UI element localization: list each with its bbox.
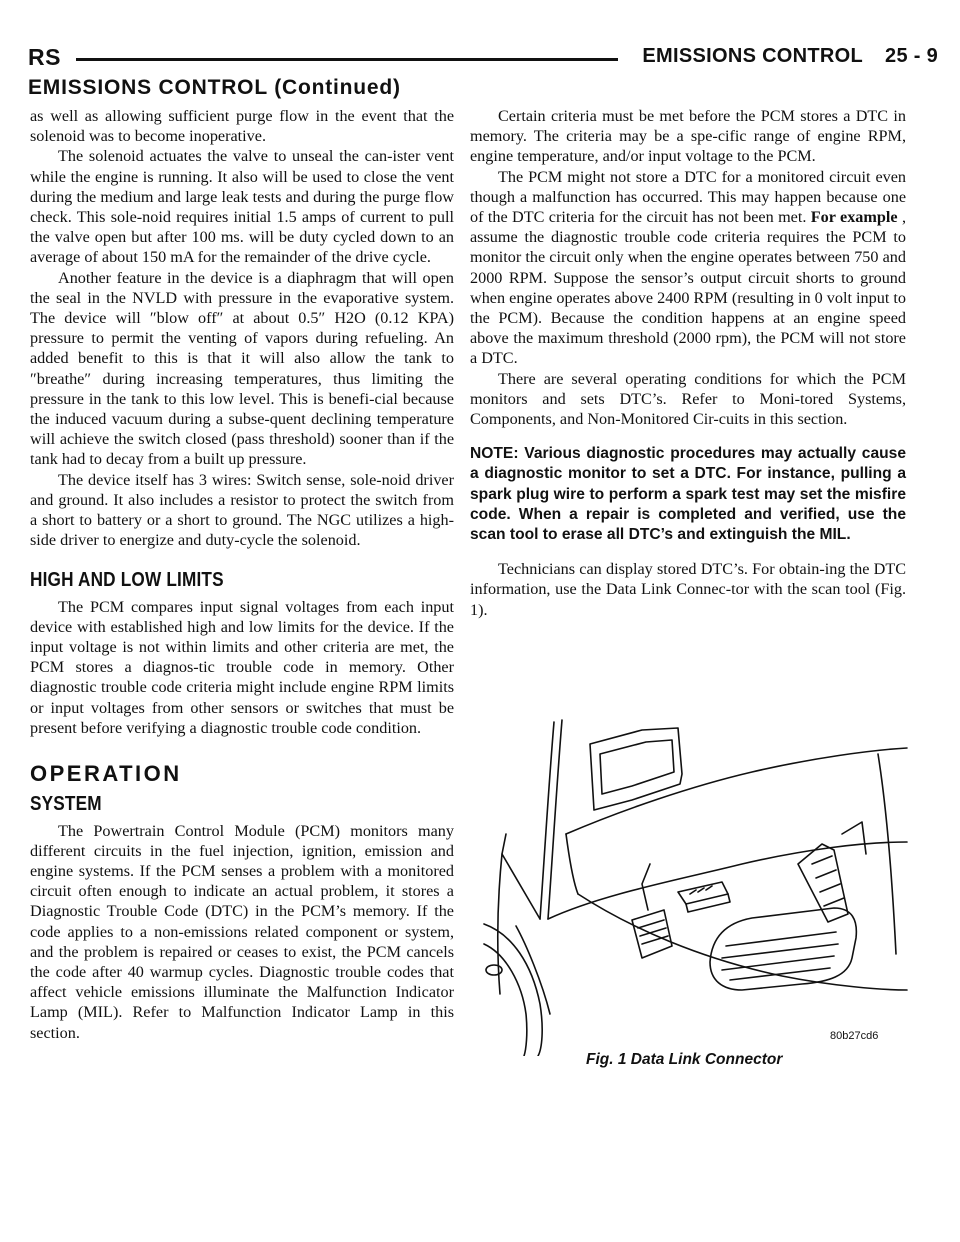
header-model-code: RS [28,44,61,70]
note-block: NOTE: Various diagnostic procedures may actually cause a diagnostic monitor to set a DTC. For instance, pulling a spark plug wire to perform a spark test may set the misfire code. When a repair is completed and verified, use the scan tool to erase all DTC’s and extinguish the MIL. [470,445,906,544]
heading-operation: OPERATION [30,761,182,787]
header-right [642,45,938,68]
paragraph-text: , assume the diagnostic trouble code criteria requires the PCM to monitor the circuit only when the engine operates between 750 and 2000 RPM. Suppose the sensor’s output circuit shorts to ground when engine operates above 2400 RPM (resulting in 0 volt input to the PCM). Because the condition happens at an engine speed above the maximum threshold (2000 rpm), the PCM will not store a DTC. [470,208,906,368]
emphasis: For example [810,208,898,227]
section-continued-title: EMISSIONS CONTROL (Continued) [28,76,401,99]
header-title: EMISSIONS CONTROL [642,45,864,67]
data-link-connector-illustration [482,714,912,1056]
paragraph: The device itself has 3 wires: Switch sense, sole-noid driver and ground. It also includes a resistor to protect the switch from a short to battery or a short to ground. The NGC utilizes a high-side driver to energize and duty-cycle the solenoid. [30,470,454,550]
figure-caption: Fig. 1 Data Link Connector [586,1051,783,1068]
page-number: 25 - 9 [885,45,938,67]
left-column [30,106,454,1043]
figure-code: 80b27cd6 [830,1030,879,1042]
paragraph [470,167,906,369]
paragraph: There are several operating conditions for which the PCM monitors and sets DTC’s. Refer to Moni-tored Systems, Components, and Non-Monitored Cir-cuits in this section. [470,369,906,429]
header-rule [76,58,618,61]
page-header [28,44,938,74]
paragraph: Certain criteria must be met before the PCM stores a DTC in memory. The criteria may be a spe-cific range of engine RPM, engine temperature, and/or input voltage to the PCM. [470,107,906,166]
paragraph-text: The PCM might not store a DTC for a monitored circuit even though a malfunction has occurred. This may happen because one of the DTC criteria for the circuit has not been met. [470,167,906,227]
paragraph: Technicians can display stored DTC’s. For obtain-ing the DTC information, use the Data Link Connec-tor with the scan tool (Fig. 1). [470,560,906,619]
paragraph: The PCM compares input signal voltages from each input device with established high and low limits for the device. If the input voltage is not within limits and other criteria are met, the PCM stores a diagnos-tic trouble code in memory. Other diagnostic trouble code criteria might include engine RPM limits or input voltages from other sensors or switches that must be present before verifying a diagnostic trouble code condition. [30,597,454,737]
right-column [470,106,906,620]
paragraph: The solenoid actuates the valve to unseal the can-ister vent while the engine is running. It also will be used to close the vent during the medium and large leak tests and during the purge flow check. This sole-noid requires initial 1.5 amps of current to pull the valve open but after 100 ms. will be duty cycled down to an average of about 150 mA for the remainder of the drive cycle. [30,147,454,267]
paragraph: as well as allowing sufficient purge flow in the event that the solenoid was to become inoperative. [30,107,454,146]
paragraph: The Powertrain Control Module (PCM) monitors many different circuits in the fuel injection, ignition, emission and engine systems. If the PCM senses a problem with a monitored circuit often enough to indicate an actual problem, it stores a Diagnostic Trouble Code (DTC) in the PCM’s memory. If the code applies to a non-emissions related component or system, and the problem is repaired or ceases to exist, the PCM cancels the code after 40 warmup cycles. Diagnostic trouble codes that affect vehicle emissions illuminate the Malfunction Indicator Lamp (MIL). Refer to Malfunction Indicator Lamp in this section. [30,821,454,1042]
paragraph: Another feature in the device is a diaphragm that will open the seal in the NVLD with pressure in the evaporative system. The device will ″blow off″ at about 0.5″ H2O (0.12 KPA) pressure to permit the venting of vapors during refueling. An added benefit to this is that it will also allow the tank to ″breathe″ during increasing temperatures, thus limiting the pressure in the tank to this low level. This is benefi-cial because the induced vacuum during a subse-quent declining temperature will achieve the switch closed (pass threshold) sooner than if the tank had to decay from a built up pressure. [30,268,454,469]
heading-high-low-limits: HIGH AND LOW LIMITS [30,569,224,592]
heading-system: SYSTEM [30,793,102,816]
